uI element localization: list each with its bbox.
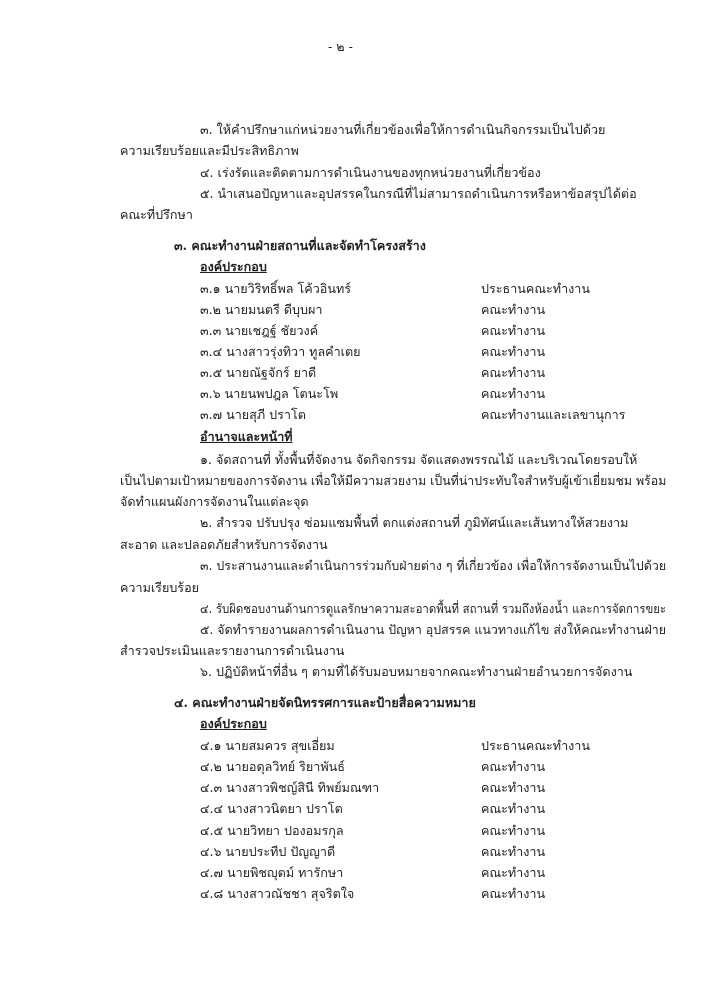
s3-duty4: ๔. รับผิดชอบงานด้านการดูแลรักษาความสะอาดพื้นที่ สถานที่ รวมถึงห้องน้ำ และการจัดการขยะ <box>200 601 667 616</box>
s4-member-name: ๔.๓ นางสาวพิชญ์สินี ทิพย์มณฑา <box>200 780 380 795</box>
s3-duty1-line2: เป็นไปตามเป้าหมายของการจัดงาน เพื่อให้มีความสวยงาม เป็นที่น่าประทับใจสำหรับผู้เข้าเยี่ยมชม พร้อม <box>120 473 667 488</box>
s3-member-role: คณะทำงาน <box>481 365 546 380</box>
s3-member-role: คณะทำงาน <box>481 386 546 401</box>
s3-duty2-line1: ๒. สำรวจ ปรับปรุง ซ่อมแซมพื้นที่ ตกแต่งสถานที่ ภูมิทัศน์และเส้นทางให้สวยงาม <box>200 515 629 530</box>
s4-member-role: คณะทำงาน <box>481 759 546 774</box>
s3-member-role: คณะทำงาน <box>481 344 546 359</box>
s3-member-name: ๓.๓ นายเชฎฐ์ ชัยวงค์ <box>200 323 319 338</box>
s3-duty3-line2: ความเรียบร้อย <box>120 580 200 595</box>
s3-duty3-line1: ๓. ประสานงานและดำเนินการร่วมกับฝ่ายต่าง ๆ ที่เกี่ยวข้อง เพื่อให้การจัดงานเป็นไปด้วย <box>200 558 667 573</box>
section3-heading: ๓. คณะทำงานฝ่ายสถานที่และจัดทำโครงสร้าง <box>174 238 426 253</box>
s3-duty1-line1: ๑. จัดสถานที่ ทั้งพื้นที่จัดงาน จัดกิจกรรม จัดแสดงพรรณไม้ และบริเวณโดยรอบให้ <box>200 452 638 467</box>
s2-item3-line1: ๓. ให้คำปรึกษาแก่หน่วยงานที่เกี่ยวข้องเพื่อให้การดำเนินกิจกรรมเป็นไปด้วย <box>200 122 606 137</box>
s4-member-name: ๔.๒ นายอดุลวิทย์ ริยาพันธ์ <box>200 759 345 774</box>
s4-member-role: คณะทำงาน <box>481 886 546 901</box>
s4-member-role: คณะทำงาน <box>481 801 546 816</box>
s4-member-name: ๔.๖ นายประทีป ปัญญาดี <box>200 844 336 859</box>
s3-duty2-line2: สะอาด และปลอดภัยสำหรับการจัดงาน <box>120 537 328 552</box>
s4-member-role: คณะทำงาน <box>481 844 546 859</box>
s4-member-role: ประธานคณะทำงาน <box>481 738 590 753</box>
section3-duties-heading: อำนาจและหน้าที่ <box>200 429 293 444</box>
s3-member-name: ๓.๖ นายนพปฎล โตนะโพ <box>200 386 339 401</box>
s2-item3-line2: ความเรียบร้อยและมีประสิทธิภาพ <box>120 143 299 158</box>
s4-member-name: ๔.๕ นายวิทยา ปองอมรกุล <box>200 823 344 838</box>
s3-member-name: ๓.๔ นางสาวรุ่งทิวา ทูลคำเตย <box>200 344 361 359</box>
s3-member-name: ๓.๕ นายณัฐจักร์ ยาดี <box>200 365 317 380</box>
s3-member-role: ประธานคณะทำงาน <box>481 281 590 296</box>
s3-member-role: คณะทำงานและเลขานุการ <box>481 407 626 422</box>
s3-member-name: ๓.๑ นายวิริทธิ์พล โค้วอินทร์ <box>200 281 352 296</box>
section4-members-heading: องค์ประกอบ <box>200 716 267 731</box>
s4-member-role: คณะทำงาน <box>481 823 546 838</box>
s3-duty5-line2: สำรวจประเมินและรายงานการดำเนินงาน <box>120 643 345 658</box>
s3-duty1-line3: จัดทำแผนผังการจัดงานในแต่ละจุด <box>120 494 309 509</box>
s3-member-role: คณะทำงาน <box>481 302 546 317</box>
s3-member-name: ๓.๗ นายสุภี ปราโต <box>200 407 306 422</box>
s4-member-name: ๔.๔ นางสาวนิตยา ปราโต <box>200 801 343 816</box>
s2-item4: ๔. เร่งรัดและติดตามการดำเนินงานของทุกหน่วยงานที่เกี่ยวข้อง <box>200 165 541 180</box>
s4-member-name: ๔.๘ นางสาวณัชชา สุจริตใจ <box>200 886 355 901</box>
s2-item5-line1: ๕. นำเสนอปัญหาและอุปสรรคในกรณีที่ไม่สามารถดำเนินการหรือหาข้อสรุปได้ต่อ <box>200 186 637 201</box>
s2-item5-line2: คณะที่ปรึกษา <box>120 207 193 222</box>
s4-member-name: ๔.๗ นายพิชญุตม์ ทารักษา <box>200 865 344 880</box>
s4-member-name: ๔.๑ นายสมควร สุขเอี่ยม <box>200 738 335 753</box>
page-number: - ๒ - <box>328 39 353 54</box>
section4-heading: ๔. คณะทำงานฝ่ายจัดนิทรรศการและป้ายสื่อความหมาย <box>174 695 476 710</box>
s3-duty5-line1: ๕. จัดทำรายงานผลการดำเนินงาน ปัญหา อุปสรรค แนวทางแก้ไข ส่งให้คณะทำงานฝ่าย <box>200 622 667 637</box>
s4-member-role: คณะทำงาน <box>481 780 546 795</box>
s3-member-name: ๓.๒ นายมนตรี ดีบุบผา <box>200 302 323 317</box>
s4-member-role: คณะทำงาน <box>481 865 546 880</box>
section3-members-heading: องค์ประกอบ <box>200 259 267 274</box>
s3-duty6: ๖. ปฏิบัติหน้าที่อื่น ๆ ตามที่ได้รับมอบหมายจากคณะทำงานฝ่ายอำนวยการจัดงาน <box>200 664 633 679</box>
s3-member-role: คณะทำงาน <box>481 323 546 338</box>
